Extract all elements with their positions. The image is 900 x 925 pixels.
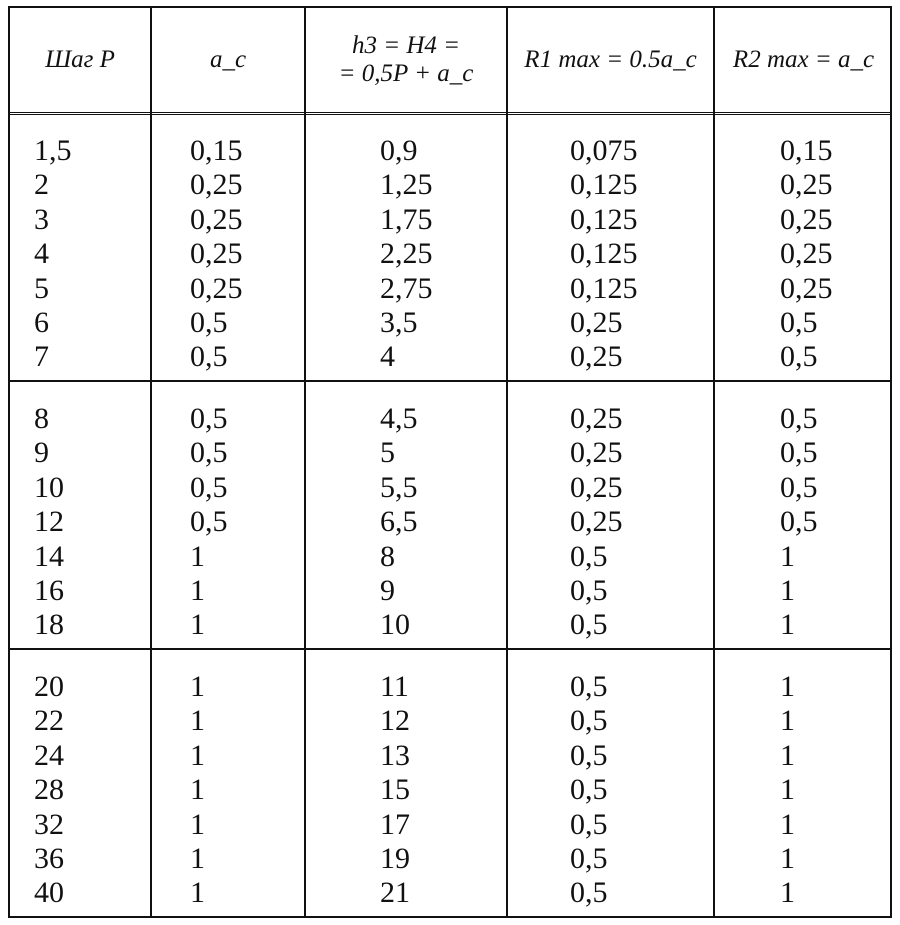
table-cell: 0,25 (190, 168, 243, 202)
table-cell: 2,25 (380, 237, 433, 271)
table-cell: 1 (190, 670, 205, 703)
table-cell: 1 (780, 670, 795, 703)
column-divider (506, 8, 508, 916)
table-cell: 1 (190, 738, 205, 772)
table-cell: 0,15 (780, 134, 833, 167)
table-cell: 0,5 (570, 704, 608, 738)
table-cell: 6 (34, 306, 49, 340)
table-cell: 1 (190, 704, 205, 738)
step-column (34, 134, 124, 375)
table-cell: 0,5 (190, 340, 228, 374)
column-divider (713, 8, 715, 916)
table-cell: 1 (780, 842, 795, 876)
table-cell: 0,5 (780, 505, 818, 539)
step-column (34, 670, 124, 911)
h3-column (380, 134, 480, 375)
table-cell: 1 (190, 608, 205, 642)
table-cell: 2 (34, 168, 49, 202)
table-cell: 1 (190, 574, 205, 608)
table-cell: 1,25 (380, 168, 433, 202)
r2max-column (780, 670, 870, 911)
table-cell: 0,9 (380, 134, 418, 167)
table-cell: 4 (380, 340, 395, 374)
table-cell: 5 (34, 271, 49, 305)
table-cell: 0,25 (190, 237, 243, 271)
table-cell: 14 (34, 539, 64, 573)
r1max-column (570, 134, 690, 375)
table-cell: 0,5 (570, 608, 608, 642)
table-cell: 0,25 (570, 340, 623, 374)
r1max-column (570, 670, 690, 911)
table-cell: 6,5 (380, 505, 418, 539)
table-cell: 0,5 (780, 340, 818, 374)
table-cell: 1 (780, 608, 795, 642)
table-cell: 3 (34, 202, 49, 236)
column-divider (304, 8, 306, 916)
table-cell: 3,5 (380, 306, 418, 340)
table-cell: 0,5 (570, 574, 608, 608)
table-cell: 0,5 (780, 470, 818, 504)
table-cell: 36 (34, 842, 64, 876)
group-divider (10, 380, 890, 382)
table-cell: 0,5 (570, 738, 608, 772)
table-cell: 16 (34, 574, 64, 608)
table-cell: 0,25 (190, 202, 243, 236)
table-cell: 0,5 (190, 436, 228, 470)
table-cell: 0,5 (570, 670, 608, 703)
table-cell: 0,25 (190, 271, 243, 305)
header-divider (10, 112, 890, 117)
header-r2max (715, 8, 892, 112)
table-cell: 0,5 (570, 539, 608, 573)
table-cell: 1 (780, 773, 795, 807)
table-cell: 1 (780, 704, 795, 738)
header-r2max-label: R2 max = a_c (732, 46, 875, 73)
h3-column (380, 670, 480, 911)
table-cell: 5,5 (380, 470, 418, 504)
table-cell: 1 (190, 539, 205, 573)
ac-column (190, 402, 280, 643)
table-cell: 1 (190, 807, 205, 841)
table-cell: 0,25 (570, 306, 623, 340)
table-cell: 0,25 (780, 271, 833, 305)
table-cell: 9 (34, 436, 49, 470)
table-cell: 0,5 (570, 807, 608, 841)
table-cell: 17 (380, 807, 410, 841)
header-ac (152, 8, 304, 112)
table-cell: 15 (380, 773, 410, 807)
r1max-column (570, 402, 690, 643)
table-cell: 22 (34, 704, 64, 738)
table-cell: 0,25 (570, 505, 623, 539)
table-cell: 40 (34, 876, 64, 910)
table-cell: 1 (780, 539, 795, 573)
table-cell: 1 (780, 807, 795, 841)
group-divider (10, 648, 890, 650)
table-cell: 0,25 (780, 168, 833, 202)
table-cell: 0,5 (570, 842, 608, 876)
table-cell: 0,125 (570, 237, 638, 271)
h3-column (380, 402, 480, 643)
table-cell: 0,5 (780, 306, 818, 340)
table-cell: 7 (34, 340, 49, 374)
table-cell: 0,075 (570, 134, 638, 167)
thread-parameters-table (8, 6, 892, 918)
table-cell: 0,15 (190, 134, 243, 167)
r2max-column (780, 402, 870, 643)
table-cell: 24 (34, 738, 64, 772)
table-cell: 4,5 (380, 402, 418, 435)
table-cell: 8 (34, 402, 49, 435)
table-cell: 0,5 (190, 306, 228, 340)
table-cell: 5 (380, 436, 395, 470)
table-cell: 0,5 (780, 436, 818, 470)
table-cell: 0,25 (570, 402, 623, 435)
table-cell: 13 (380, 738, 410, 772)
table-cell: 2,75 (380, 271, 433, 305)
table-cell: 1 (780, 738, 795, 772)
table-cell: 0,125 (570, 271, 638, 305)
table-cell: 0,25 (570, 436, 623, 470)
table-cell: 1 (190, 876, 205, 910)
table-cell: 0,5 (780, 402, 818, 435)
header-r1max (508, 8, 713, 112)
table-cell: 1 (190, 773, 205, 807)
table-cell: 0,5 (570, 773, 608, 807)
table-cell: 0,5 (190, 505, 228, 539)
table-cell: 28 (34, 773, 64, 807)
header-r1max-label: R1 max = 0.5a_c (524, 46, 697, 73)
column-divider (150, 8, 152, 916)
table-cell: 1 (780, 876, 795, 910)
table-cell: 19 (380, 842, 410, 876)
table-cell: 10 (34, 470, 64, 504)
ac-column (190, 134, 280, 375)
table-cell: 9 (380, 574, 395, 608)
table-cell: 12 (380, 704, 410, 738)
table-cell: 11 (380, 670, 409, 703)
table-cell: 0,5 (190, 470, 228, 504)
table-cell: 0,5 (190, 402, 228, 435)
table-cell: 21 (380, 876, 410, 910)
table-cell: 0,25 (780, 237, 833, 271)
header-h3-line2: = 0,5P + a_c (338, 60, 474, 87)
table-cell: 8 (380, 539, 395, 573)
table-cell: 1,5 (34, 134, 72, 167)
step-column (34, 402, 124, 643)
table-cell: 1 (780, 574, 795, 608)
table-cell: 0,125 (570, 202, 638, 236)
table-cell: 0,25 (570, 470, 623, 504)
header-h3-line1: h3 = H4 = (351, 32, 461, 59)
header-step (10, 8, 150, 112)
table-cell: 32 (34, 807, 64, 841)
header-h3 (306, 8, 506, 112)
table-cell: 4 (34, 237, 49, 271)
table-cell: 0,25 (780, 202, 833, 236)
table-cell: 1,75 (380, 202, 433, 236)
ac-column (190, 670, 280, 911)
table-cell: 20 (34, 670, 64, 703)
table-cell: 18 (34, 608, 64, 642)
table-cell: 0,125 (570, 168, 638, 202)
header-step-label: Шаг P (45, 46, 115, 73)
header-ac-label: a_c (209, 46, 247, 73)
r2max-column (780, 134, 870, 375)
table-cell: 1 (190, 842, 205, 876)
table-cell: 12 (34, 505, 64, 539)
table-cell: 10 (380, 608, 410, 642)
table-cell: 0,5 (570, 876, 608, 910)
